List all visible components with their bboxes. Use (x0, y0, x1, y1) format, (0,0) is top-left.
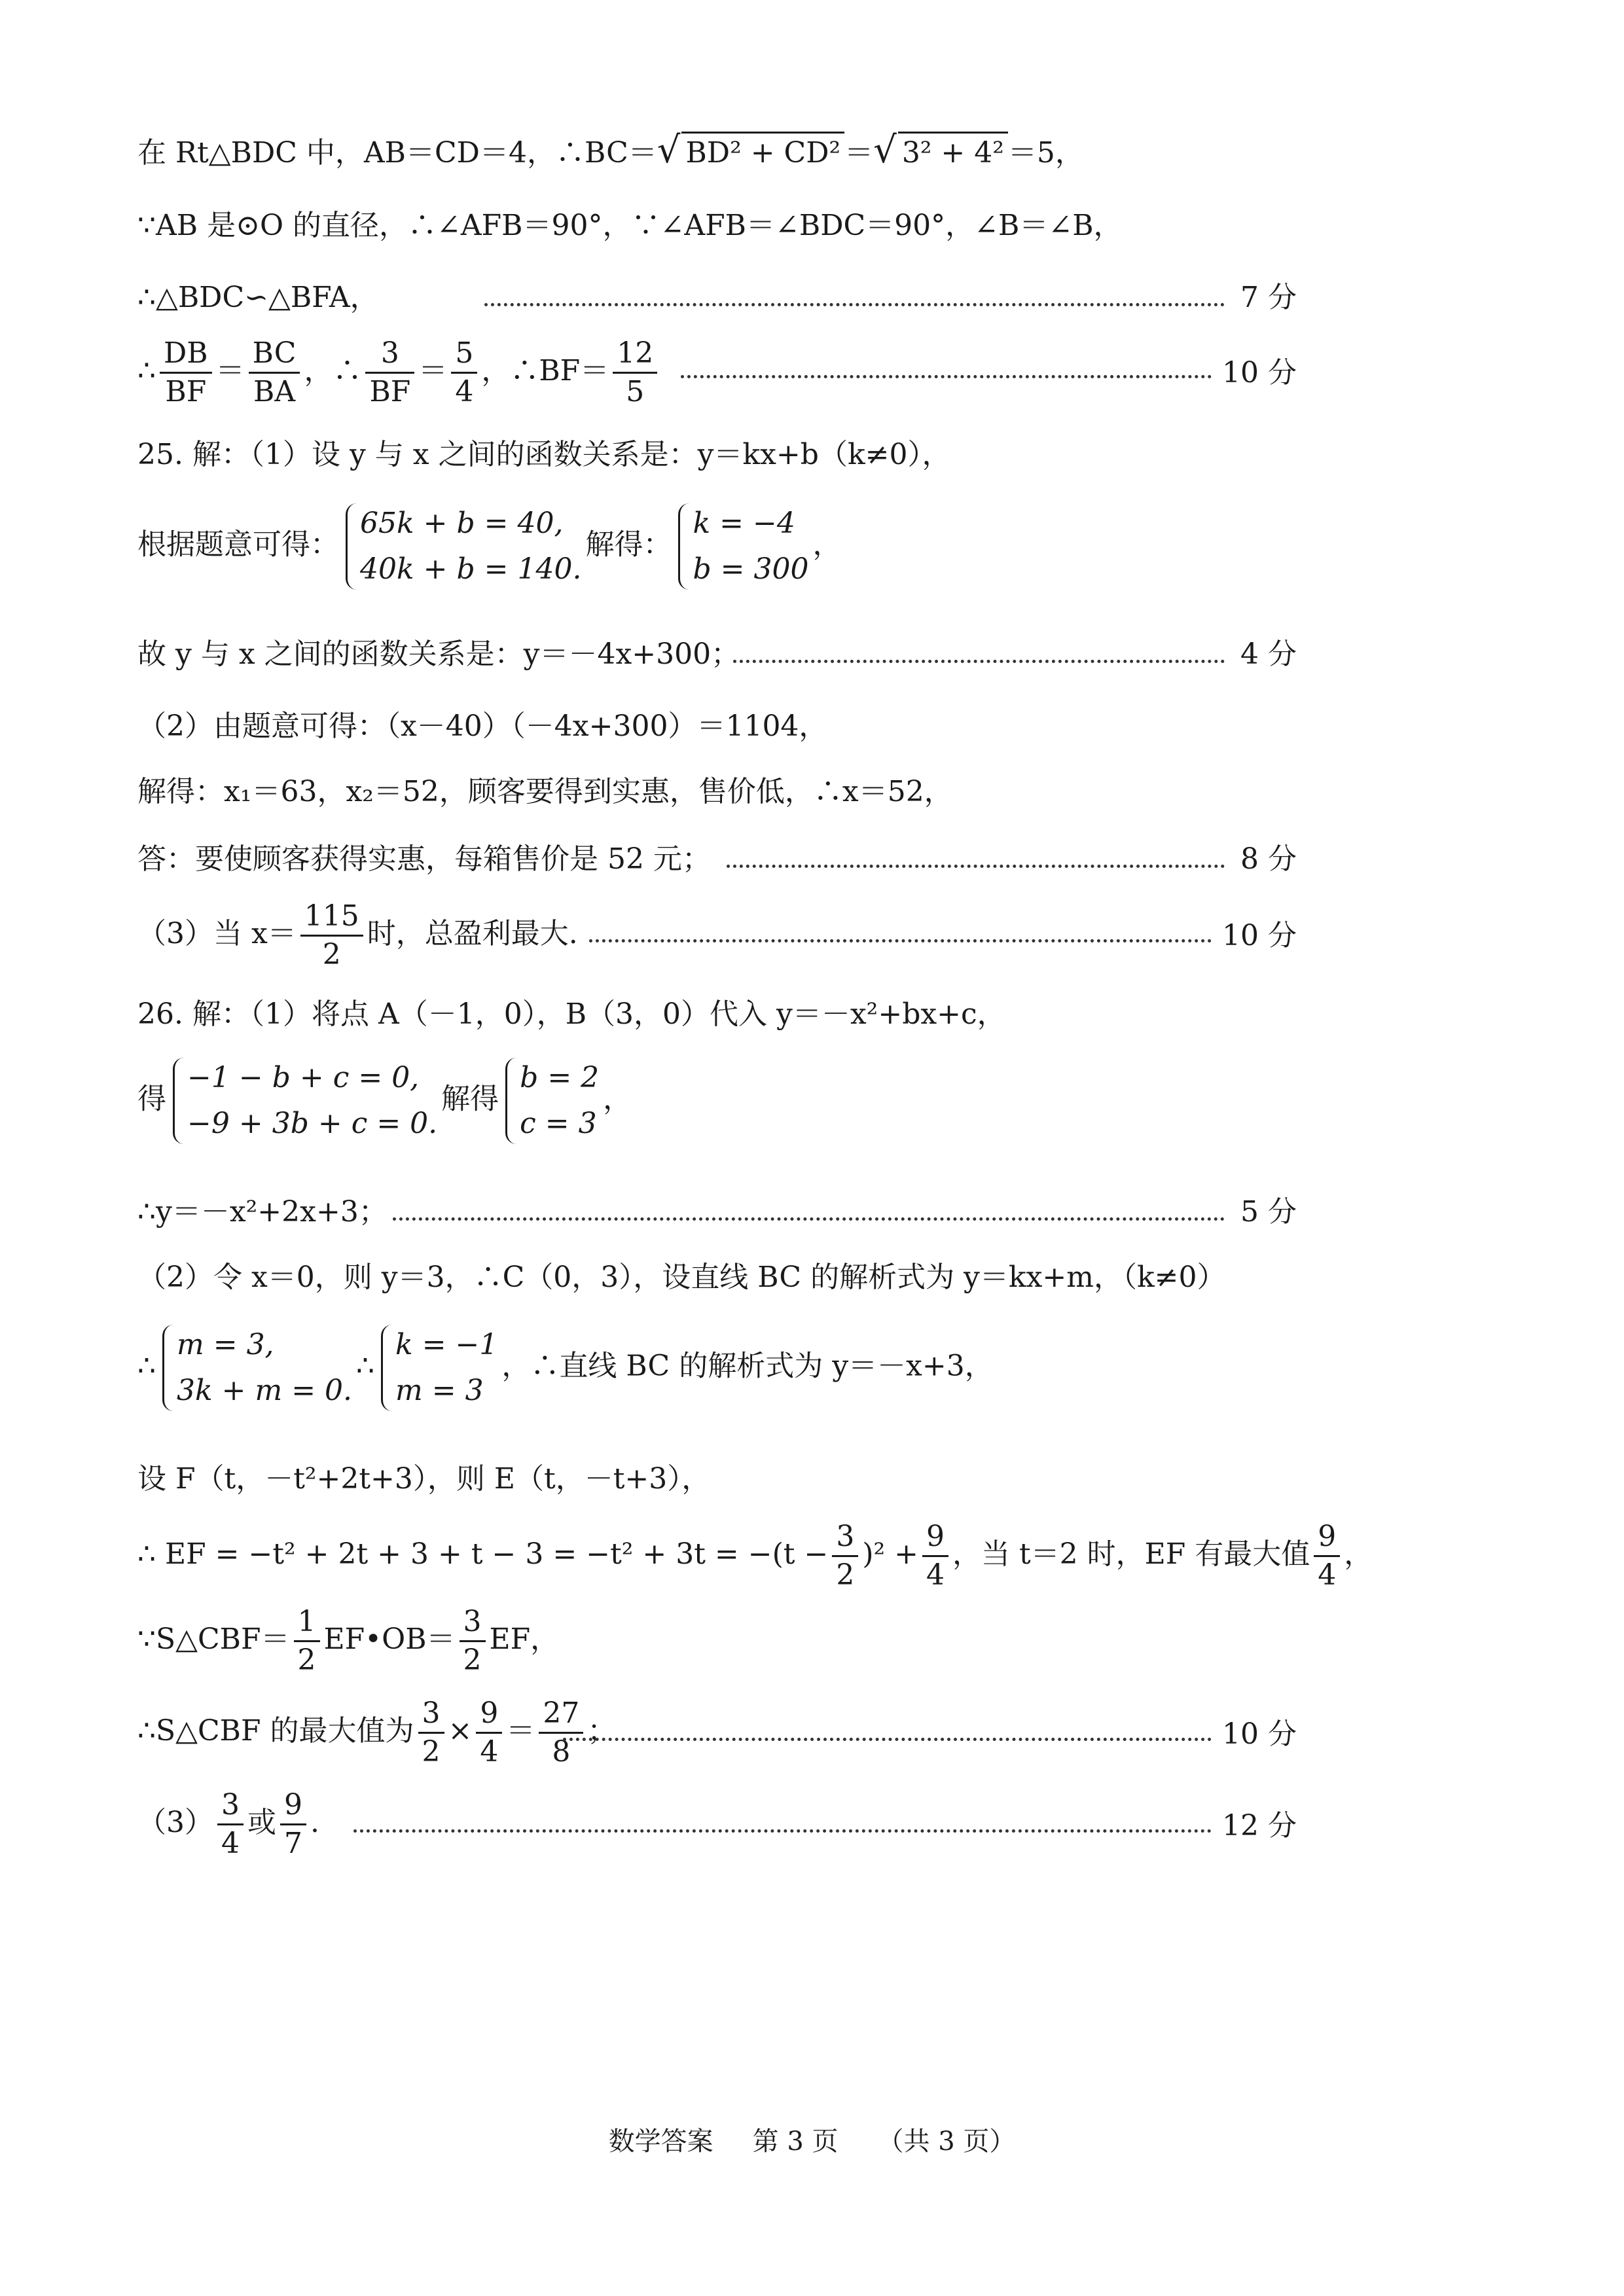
text: ∴S△CBF 的最大值为 (137, 1714, 414, 1748)
frac-den: 5 (626, 375, 645, 408)
frac-den: 4 (926, 1558, 945, 1592)
text: 得 (137, 1082, 166, 1116)
frac-den: 2 (836, 1558, 855, 1592)
text: ＝ (215, 354, 245, 387)
text: ＝5， (1007, 136, 1084, 170)
dot-leader (589, 939, 1212, 942)
text: ，∴BF＝ (481, 354, 609, 387)
score-10: 10 分 (1222, 356, 1297, 389)
frac-num: 3 (460, 1604, 486, 1642)
text: )² + (862, 1537, 918, 1571)
frac-num: 1 (294, 1604, 320, 1642)
frac-den: BF (369, 375, 411, 408)
page-footer (0, 2121, 1624, 2158)
frac-num: 27 (539, 1695, 583, 1734)
line-bc-length: 在 Rt△BDC 中，AB＝CD＝4，∴BC＝√ BD² + CD² ＝√ 3² + 4² ＝5， (137, 129, 1084, 171)
solution-system (503, 1055, 599, 1147)
text: ＝ (844, 136, 874, 170)
dot-leader (727, 865, 1225, 868)
frac-den: 4 (455, 375, 474, 408)
text: ； (587, 1714, 617, 1748)
line-q26-system (137, 1055, 1297, 1147)
text: ， (812, 528, 842, 562)
frac-num: DB (160, 335, 212, 374)
text: （3）当 x＝ (137, 917, 297, 950)
frac-num: 5 (451, 335, 477, 374)
text: ∵S△CBF＝ (137, 1623, 290, 1656)
text: . (310, 1806, 319, 1839)
text: ∴ EF = −t² + 2t + 3 + t − 3 = −t² + 3t = −(t − (137, 1537, 829, 1571)
eq: b = 300 (693, 552, 809, 586)
footer-page: 第 3 页 (752, 2126, 839, 2157)
eq: b = 2 (520, 1061, 600, 1094)
equation-system (170, 1055, 437, 1147)
frac-num: 115 (300, 898, 363, 937)
score-10c: 10 分 (1222, 1717, 1297, 1751)
dot-leader (681, 375, 1212, 378)
equation-system (343, 501, 581, 592)
eq: 3k + m = 0. (177, 1374, 353, 1407)
text: ，∴ (304, 354, 362, 387)
line-q25-system (137, 501, 1297, 592)
line-q25-part2: （2）由题意可得：（x－40）（－4x+300）＝1104， (137, 709, 828, 743)
text: 根据题意可得： (137, 528, 339, 562)
sqrt-3-4: 3² + 4² (898, 132, 1008, 173)
score-8: 8 分 (1240, 842, 1297, 876)
line-q25-answer: 答：要使顾客获得实惠，每箱售价是 52 元； (137, 842, 711, 876)
line-q25-part3 (137, 898, 1297, 973)
sqrt-bd-cd: BD² + CD² (681, 132, 844, 173)
text: ， (1344, 1537, 1373, 1571)
frac-den: 2 (297, 1643, 316, 1677)
frac-den: BA (253, 375, 296, 408)
text: EF•OB＝ (323, 1623, 456, 1656)
line-q26-ef (137, 1518, 1373, 1594)
text: EF， (489, 1623, 560, 1656)
text: 解得： (585, 528, 672, 562)
eq: −1 − b + c = 0, (187, 1061, 420, 1094)
frac-den: 2 (322, 938, 341, 971)
score-7: 7 分 (1240, 281, 1297, 314)
text: × (448, 1714, 473, 1748)
frac-num: 3 (365, 335, 414, 374)
score-10b: 10 分 (1222, 919, 1297, 952)
line-q26-max (137, 1695, 1297, 1770)
eq: 40k + b = 140. (360, 552, 582, 586)
text: ，当 t＝2 时，EF 有最大值 (952, 1537, 1310, 1571)
frac-num: 3 (418, 1695, 444, 1734)
dot-leader (393, 1217, 1225, 1221)
text: 时，总盈利最大. (367, 917, 578, 950)
frac-num: 9 (922, 1518, 948, 1557)
dot-leader (733, 660, 1225, 663)
solution-system (676, 501, 808, 592)
text: ＝ (418, 354, 448, 387)
frac-den: 2 (463, 1643, 482, 1677)
dot-leader (563, 1738, 1212, 1741)
frac-num: BC (249, 335, 300, 374)
frac-den: 8 (552, 1735, 571, 1768)
equation-system (160, 1322, 352, 1414)
text: ∴ (356, 1349, 375, 1383)
score-5: 5 分 (1240, 1195, 1297, 1229)
line-q26-intro: 26. 解：（1）将点 A（－1，0），B（3，0）代入 y＝－x²+bx+c， (137, 997, 1006, 1031)
eq: −9 + 3b + c = 0. (187, 1107, 438, 1140)
text: 解得 (441, 1082, 499, 1116)
line-q26-part2: （2）令 x＝0，则 y＝3，∴C（0，3），设直线 BC 的解析式为 y＝kx+m，（k≠0） (137, 1261, 1226, 1294)
eq: c = 3 (520, 1107, 597, 1140)
line-similar-triangles: ∴△BDC∽△BFA， (137, 281, 379, 314)
text: ， (603, 1082, 632, 1116)
line-q25-solve: 解得：x₁＝63，x₂＝52，顾客要得到实惠，售价低，∴x＝52， (137, 775, 953, 808)
eq: m = 3 (395, 1374, 484, 1407)
eq: m = 3, (177, 1328, 274, 1361)
line-q25-function: 故 y 与 x 之间的函数关系是：y＝－4x+300； (137, 637, 740, 671)
frac-num: 9 (476, 1695, 502, 1734)
line-q26-area (137, 1604, 1297, 1679)
frac-den: BF (165, 375, 207, 408)
text: 或 (247, 1806, 276, 1839)
frac-den: 4 (221, 1827, 240, 1860)
eq: k = −1 (395, 1328, 498, 1361)
line-bf-ratio: ∴ $\frac{DB}{BF}$ ＝ $\frac{BC}{BA}$ ，∴ $\frac{3}{BF}$ ＝ $\frac{5}{4}$ ，∴BF＝ $\frac{12}{5}$ (137, 335, 1297, 410)
line-diameter: ∵AB 是⊙O 的直径，∴∠AFB＝90°，∵∠AFB＝∠BDC＝90°，∠B＝∠B， (137, 209, 1123, 242)
eq: k = −4 (693, 507, 795, 540)
solution-system (378, 1322, 497, 1414)
line-q25-intro: 25. 解：（1）设 y 与 x 之间的函数关系是：y＝kx+b（k≠0）， (137, 438, 951, 471)
footer-total: （共 3 页） (877, 2126, 1016, 2157)
footer-title: 数学答案 (608, 2126, 713, 2157)
frac-den: 2 (422, 1735, 441, 1768)
text: 在 Rt△BDC 中，AB＝CD＝4，∴BC＝ (137, 136, 657, 170)
frac-den: 4 (1318, 1558, 1337, 1592)
text: ∴ (137, 1349, 156, 1383)
text: ＝ (506, 1714, 535, 1748)
line-q26-parabola: ∴y＝－x²+2x+3； (137, 1195, 388, 1229)
frac-num: 9 (1314, 1518, 1340, 1557)
frac-num: 12 (613, 335, 657, 374)
frac-den: 4 (480, 1735, 499, 1768)
dot-leader (484, 303, 1225, 306)
eq: 65k + b = 40, (360, 507, 564, 540)
frac-num: 9 (280, 1787, 306, 1825)
frac-num: 3 (832, 1518, 858, 1557)
frac-den: 7 (284, 1827, 302, 1860)
score-12: 12 分 (1222, 1809, 1297, 1842)
text: （3） (137, 1806, 213, 1839)
line-q26-part3 (137, 1787, 1297, 1862)
dot-leader (353, 1829, 1212, 1833)
line-q26-points: 设 F（t，－t²+2t+3），则 E（t，－t+3）， (137, 1462, 711, 1496)
text: ，∴直线 BC 的解析式为 y＝－x+3， (501, 1349, 994, 1383)
frac-num: 3 (217, 1787, 244, 1825)
score-4: 4 分 (1240, 637, 1297, 671)
line-q26-bc (137, 1322, 1297, 1414)
